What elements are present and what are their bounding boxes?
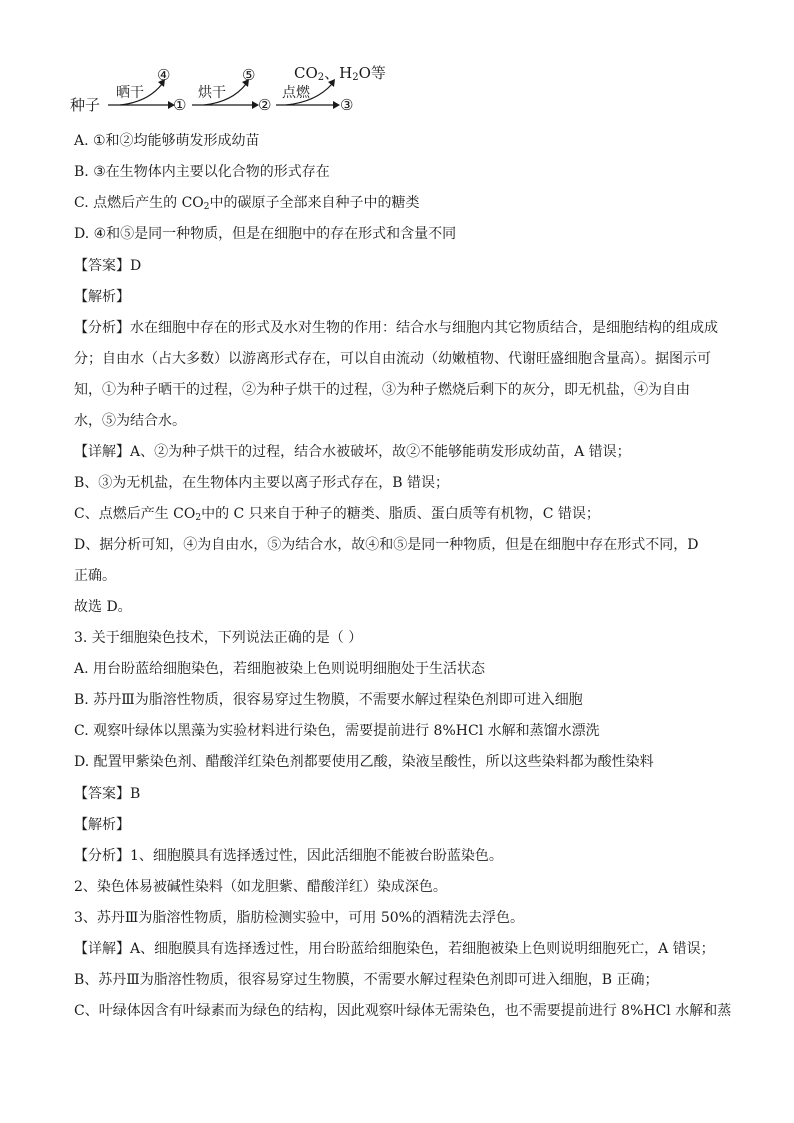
q2-fenxi-line-3: 知，①为种子晒干的过程，②为种子烘干的过程，③为种子燃烧后剩下的灰分，即无机盐，④为自由 (74, 382, 690, 398)
q2-option-d: D. ④和⑤是同一种物质，但是在细胞中的存在形式和含量不同 (74, 226, 457, 242)
diagram-node-1: ① (173, 96, 187, 114)
q3-option-d: D. 配置甲紫染色剂、醋酸洋红染色剂都要使用乙酸，染液呈酸性，所以这些染料都为酸性染料 (74, 754, 654, 770)
q3-detail-line-1: 【详解】A、细胞膜具有选择透过性，用台盼蓝给细胞染色，若细胞被染上色则说明细胞死亡，A 错误； (74, 941, 715, 957)
q2-fenxi-line-1: 【分析】水在细胞中存在的形式及水对生物的作用：结合水与细胞内其它物质结合，是细胞结构的组成成 (74, 320, 718, 336)
diagram-node-3: ③ (340, 96, 354, 114)
q3-fenxi-line-1: 【分析】1、细胞膜具有选择透过性，因此活细胞不能被台盼蓝染色。 (74, 848, 503, 864)
q3-answer: 【答案】B (74, 786, 141, 802)
diagram-node-4: ④ (157, 66, 171, 84)
q3-analysis-label: 【解析】 (74, 817, 130, 833)
diagram-step-bake-dry: 烘干 (198, 85, 226, 101)
diagram-step-sun-dry: 晒干 (116, 85, 144, 101)
q2-fenxi-line-4: 水，⑤为结合水。 (74, 413, 186, 429)
q3-detail-line-3: C、叶绿体因含有叶绿素而为绿色的结构，因此观察叶绿体无需染色，也不需要提前进行 8%HCl 水解和蒸 (74, 1003, 732, 1019)
q2-option-c: C. 点燃后产生的 $CO_2$中的碳原子全部来自种子中的糖类 (74, 195, 420, 212)
q3-stem: 3. 关于细胞染色技术，下列说法正确的是（ ） (74, 630, 363, 646)
q2-option-b: B. ③在生物体内主要以化合物的形式存在 (74, 164, 330, 180)
diagram-seed: 种子 (70, 96, 101, 114)
q3-option-b: B. 苏丹Ⅲ为脂溶性物质，很容易穿过生物膜，不需要水解过程染色剂即可进入细胞 (74, 692, 583, 708)
q3-fenxi-line-3: 3、苏丹Ⅲ为脂溶性物质，脂肪检测实验中，可用 50%的酒精洗去浮色。 (74, 910, 524, 926)
q2-detail-line-3: C、点燃后产生 $CO_2$中的 C 只来自于种子的糖类、脂质、蛋白质等有机物，C 错误； (74, 506, 600, 523)
q2-detail-line-6: 故选 D。 (74, 599, 132, 615)
q2-answer: 【答案】D (74, 258, 142, 274)
diagram-step-ignite: 点燃 (282, 85, 310, 101)
q3-option-a: A. 用台盼蓝给细胞染色，若细胞被染上色则说明细胞处于生活状态 (74, 661, 486, 677)
q2-fenxi-line-2: 分；自由水（占大多数）以游离形式存在，可以自由流动（幼嫩植物、代谢旺盛细胞含量高）。据图示可 (74, 351, 711, 367)
diagram-node-2: ② (258, 96, 272, 114)
q2-option-a: A. ①和②均能够萌发形成幼苗 (74, 133, 260, 149)
q3-option-c: C. 观察叶绿体以黑藻为实验材料进行染色，需要提前进行 8%HCl 水解和蒸馏水漂洗 (74, 723, 600, 739)
diagram-node-5: ⑤ (242, 66, 256, 84)
q3-fenxi-line-2: 2、染色体易被碱性染料（如龙胆紫、醋酸洋红）染成深色。 (74, 879, 447, 895)
seed-water-diagram (70, 62, 410, 120)
diagram-products: $CO_2$、$H_2O$等 (294, 64, 386, 83)
q2-detail-line-2: B、③为无机盐，在生物体内主要以离子形式存在，B 错误； (74, 475, 450, 491)
q3-detail-line-2: B、苏丹Ⅲ为脂溶性物质，很容易穿过生物膜，不需要水解过程染色剂即可进入细胞，B 正确； (74, 972, 659, 988)
q2-detail-line-4: D、据分析可知，④为自由水，⑤为结合水，故④和⑤是同一种物质，但是在细胞中存在形式不同，D (74, 537, 699, 553)
q2-analysis-label: 【解析】 (74, 289, 130, 305)
q2-detail-line-5: 正确。 (74, 568, 116, 584)
q2-detail-line-1: 【详解】A、②为种子烘干的过程，结合水被破坏，故②不能够能萌发形成幼苗，A 错误； (74, 444, 631, 460)
arrowhead-3 (333, 101, 340, 109)
